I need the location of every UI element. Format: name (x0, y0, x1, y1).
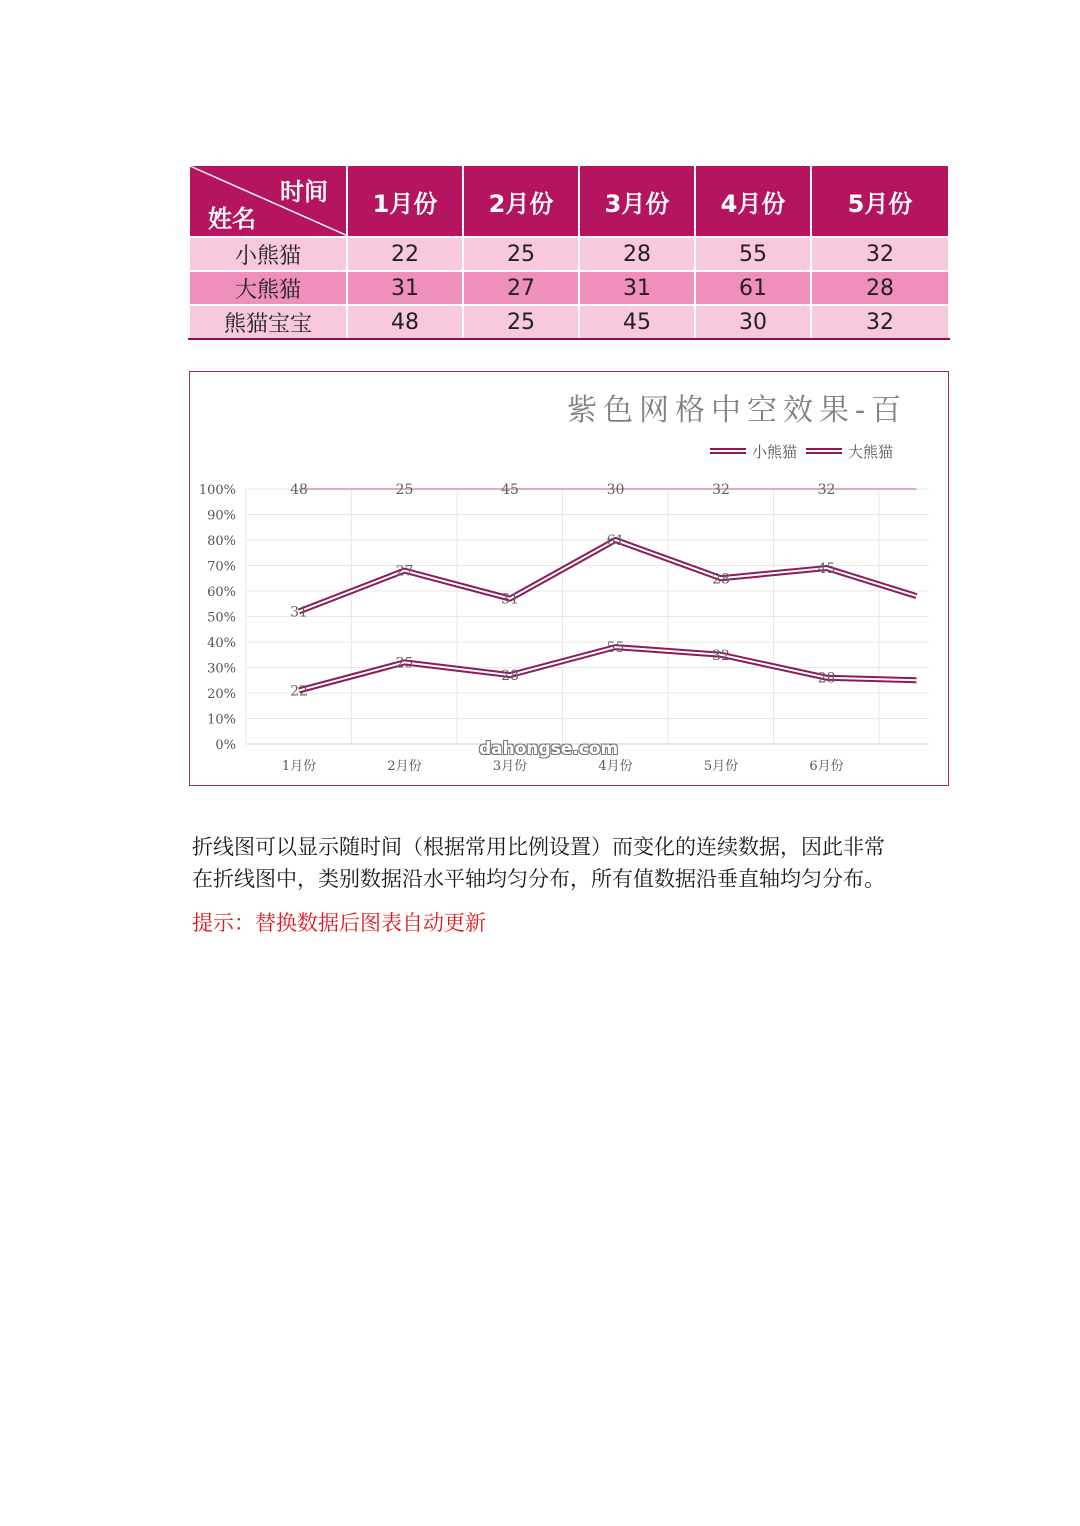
value-cell: 25 (463, 305, 579, 339)
value-cell: 48 (347, 305, 463, 339)
value-cell: 61 (695, 271, 811, 305)
data-label: 45 (501, 482, 519, 498)
data-label: 28 (501, 668, 519, 685)
data-label: 30 (606, 482, 625, 498)
month-header: 2月份 (463, 165, 579, 237)
data-label: 22 (290, 683, 308, 700)
grid-layer (246, 489, 929, 744)
value-cell: 31 (579, 271, 695, 305)
legend-label: 小熊猫 (752, 443, 798, 461)
value-cell: 45 (579, 305, 695, 339)
data-label: 32 (712, 647, 730, 664)
value-cell: 27 (463, 271, 579, 305)
data-label: 31 (501, 591, 519, 608)
watermark-text: dahongse.com (479, 739, 619, 759)
x-tick-label: 3月份 (492, 759, 528, 774)
y-tick-label: 70% (207, 559, 236, 575)
row-name-cell: 熊猫宝宝 (189, 305, 347, 339)
data-label: 48 (290, 482, 308, 498)
y-tick-label: 20% (207, 687, 236, 702)
data-label: 32 (817, 482, 836, 498)
table-row (189, 237, 949, 271)
value-cell: 25 (463, 237, 579, 271)
line-chart (189, 371, 949, 786)
x-tick-label: 5月份 (703, 759, 739, 774)
data-label: 25 (395, 655, 414, 672)
y-tick-label: 50% (207, 610, 236, 626)
axis-layer (199, 483, 929, 774)
x-tick-label: 2月份 (387, 759, 422, 774)
corner-name-label: 姓名 (208, 205, 256, 233)
row-name-cell: 小熊猫 (189, 237, 347, 271)
value-cell: 32 (811, 237, 949, 271)
header-row (189, 165, 949, 237)
x-tick-label: 4月份 (598, 759, 633, 774)
data-label: 45 (817, 561, 836, 578)
month-header: 4月份 (695, 165, 811, 237)
value-cell: 28 (579, 237, 695, 271)
chart-container (189, 371, 908, 788)
data-table-container (188, 164, 913, 340)
data-table (188, 164, 950, 340)
data-label: 61 (606, 533, 625, 549)
data-label: 28 (712, 571, 730, 588)
description-line: 折线图可以显示随时间（根据常用比例设置）而变化的连续数据，因此非常 (192, 835, 885, 859)
data-label: 25 (395, 482, 414, 498)
y-tick-label: 30% (207, 661, 236, 677)
data-label: 32 (712, 482, 730, 498)
corner-time-label: 时间 (280, 178, 328, 206)
data-label: 55 (606, 640, 625, 657)
value-cell: 30 (695, 305, 811, 339)
y-tick-label: 0% (215, 738, 236, 753)
table-row (189, 271, 949, 305)
value-cell: 32 (811, 305, 949, 339)
x-tick-label: 1月份 (281, 759, 317, 774)
y-tick-label: 100% (198, 483, 236, 498)
table-row (189, 305, 949, 339)
y-tick-label: 80% (207, 534, 236, 549)
y-tick-label: 60% (207, 585, 236, 600)
month-header: 3月份 (579, 165, 695, 237)
legend-label: 大熊猫 (848, 443, 894, 461)
tip-text: 提示：替换数据后图表自动更新 (192, 911, 486, 935)
row-name-cell: 大熊猫 (189, 271, 347, 305)
description-line: 在折线图中，类别数据沿水平轴均匀分布，所有值数据沿垂直轴均匀分布。 (192, 867, 885, 891)
corner-header-cell (189, 165, 347, 237)
value-cell: 28 (811, 271, 949, 305)
data-label: 28 (817, 670, 836, 687)
legend (710, 443, 893, 461)
series-layer (299, 489, 917, 690)
data-label: 31 (290, 604, 308, 621)
y-tick-label: 90% (207, 508, 236, 524)
value-cell: 22 (347, 237, 463, 271)
chart-title: 紫色网格中空效果-百 (567, 393, 908, 428)
y-tick-label: 10% (207, 712, 236, 728)
value-cell: 55 (695, 237, 811, 271)
month-header: 5月份 (811, 165, 949, 237)
x-tick-label: 6月份 (809, 759, 844, 774)
data-label: 27 (395, 563, 414, 580)
month-header: 1月份 (347, 165, 463, 237)
value-cell: 31 (347, 271, 463, 305)
y-tick-label: 40% (207, 636, 236, 651)
